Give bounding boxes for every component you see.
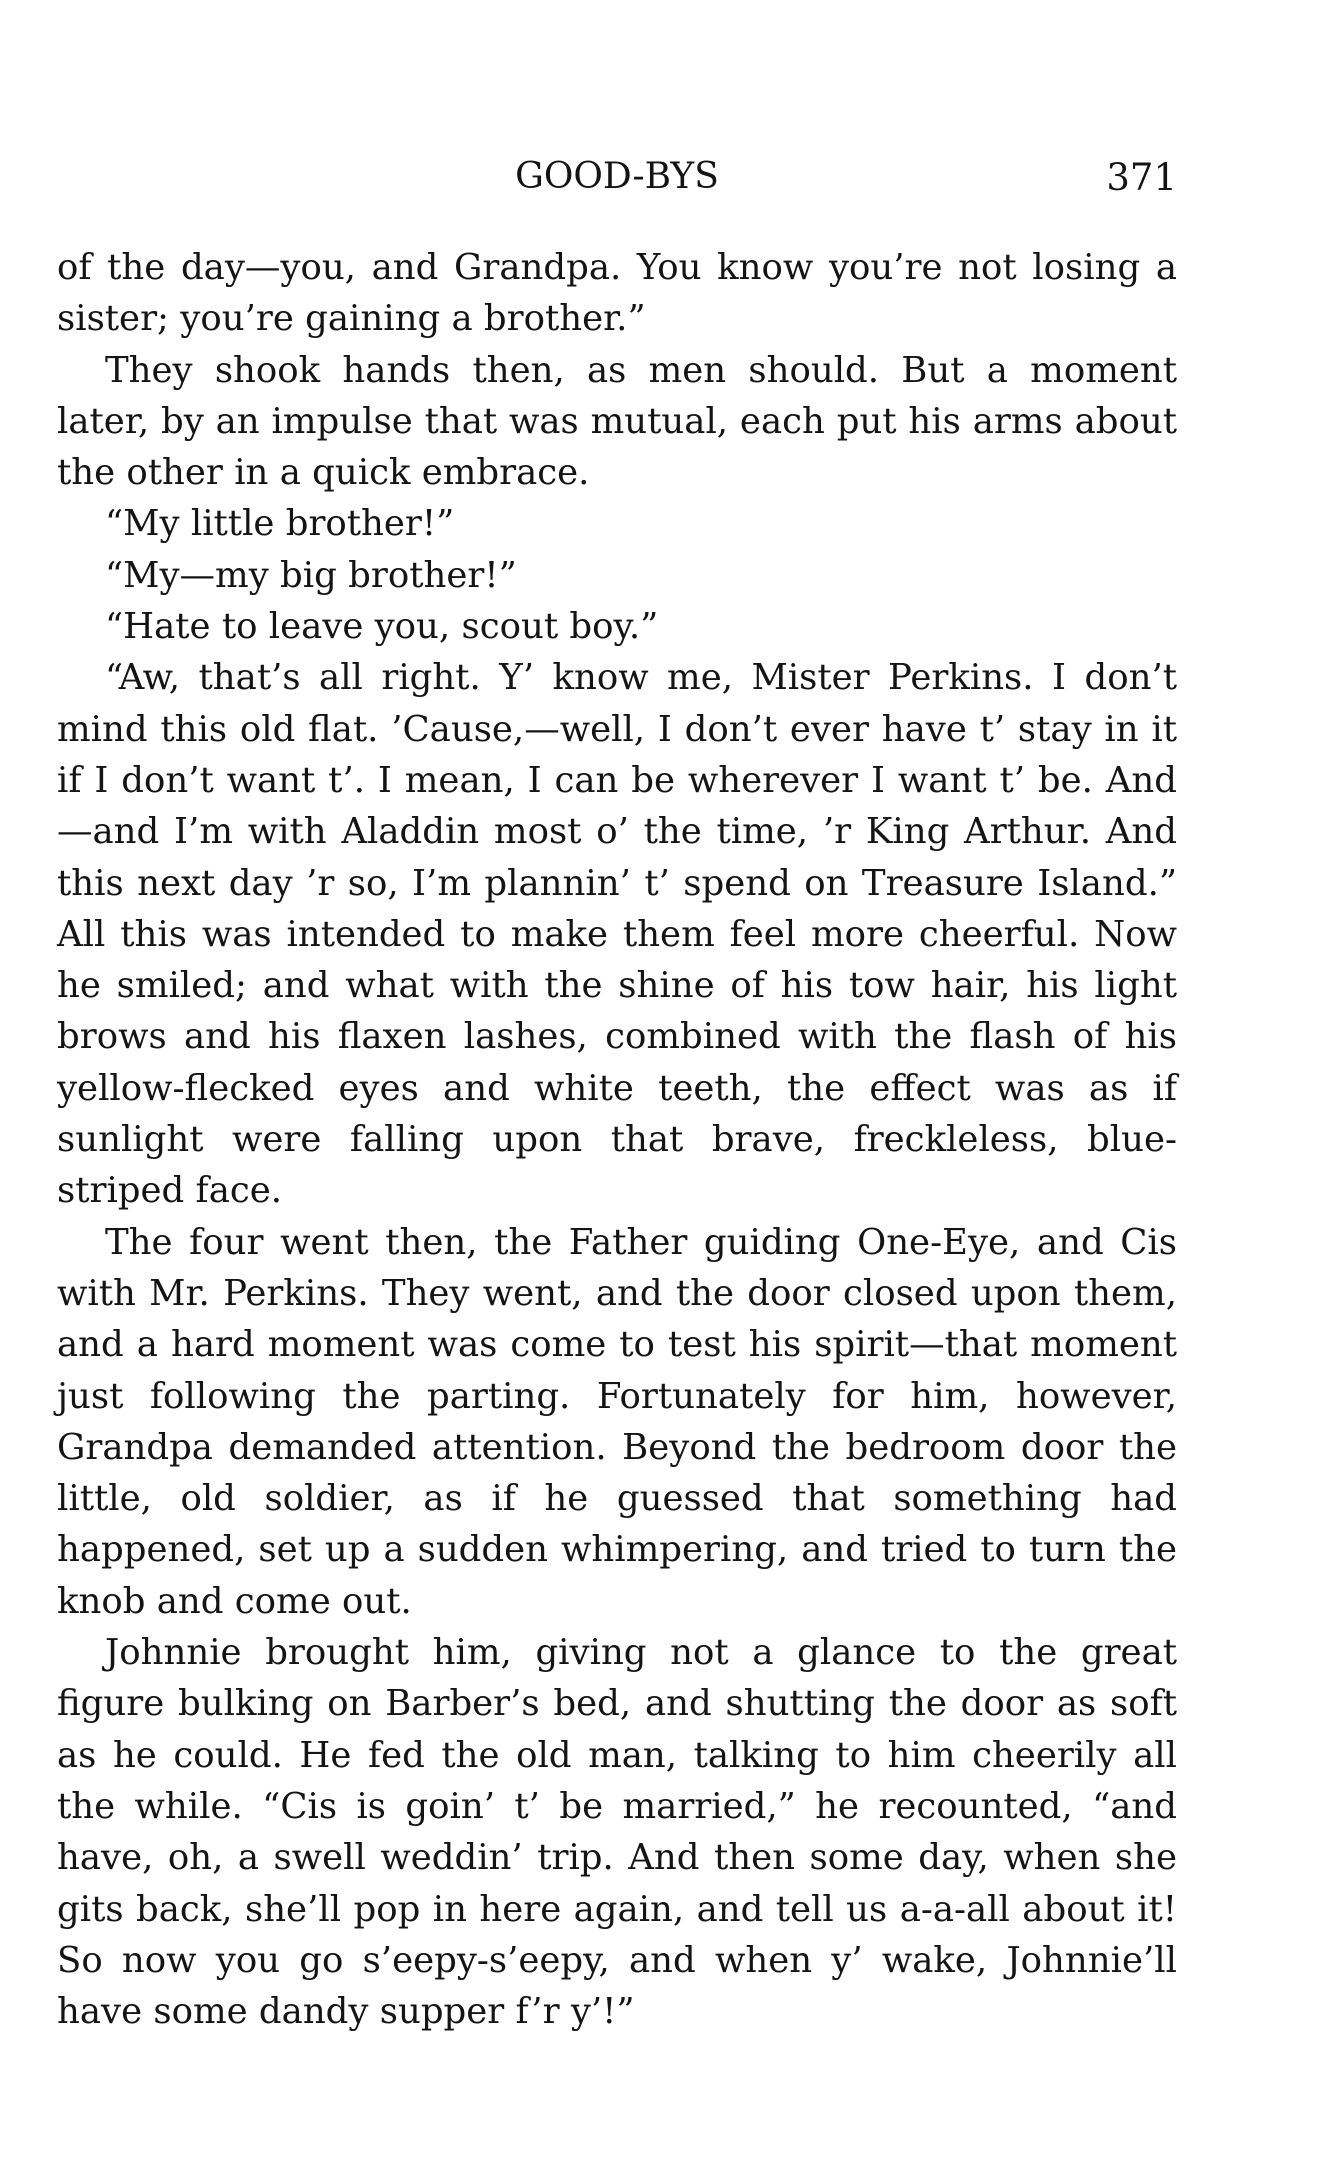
paragraph: They shook hands then, as men should. But a moment later, by an impulse that was mutual, each put his arms about the other in a quick embrace. — [57, 349, 1177, 494]
body-text — [57, 242, 1177, 2037]
paragraph: “My little brother!” — [105, 503, 455, 545]
paragraph: “My—my big brother!” — [105, 554, 517, 596]
paragraph: “Aw, that’s all right. Y’ know me, Mister Perkins. I don’t mind this old flat. ’Cause,—well, I don’t ever have t’ stay in it if I don’t want t’. I mean, I can be wherever I want t’ be. And—and I’m with Aladdin most o’ the time, ’r King Arthur. And this next day ’r so, I’m plannin’ t’ spend on Treasure Island.” All this was intended to make them feel more cheerful. Now he smiled; and what with the shine of his tow hair, his light brows and his flaxen lashes, combined with the flash of his yellow-flecked eyes and white teeth, the effect was as if sunlight were falling upon that brave, freckleless, blue-striped face. — [57, 657, 1177, 1212]
paragraph: “Hate to leave you, scout boy.” — [105, 606, 659, 648]
page-number: 371 — [1106, 156, 1177, 199]
page-header — [57, 156, 1177, 212]
paragraph: The four went then, the Father guiding One-Eye, and Cis with Mr. Perkins. They went, and the door closed upon them, and a hard moment was come to test his spirit—that moment just following the parting. Fortunately for him, however, Grandpa demanded attention. Beyond the bedroom door the little, old soldier, as if he guessed that something had happened, set up a sudden whimpering, and tried to turn the knob and come out. — [57, 1221, 1177, 1622]
running-head: GOOD-BYS — [515, 156, 719, 197]
paragraph: Johnnie brought him, giving not a glance to the great figure bulking on Barber’s bed, and shutting the door as soft as he could. He fed the old man, talking to him cheerily all the while. “Cis is goin’ t’ be married,” he recounted, “and have, oh, a swell weddin’ trip. And then some day, when she gits back, she’ll pop in here again, and tell us a-a-all about it! So now you go s’eepy-s’eepy, and when y’ wake, Johnnie’ll have some dandy supper f’r y’!” — [57, 1632, 1177, 2033]
paragraph-continued: of the day—you, and Grandpa. You know you’re not losing a sister; you’re gaining a brother.” — [57, 247, 1177, 340]
